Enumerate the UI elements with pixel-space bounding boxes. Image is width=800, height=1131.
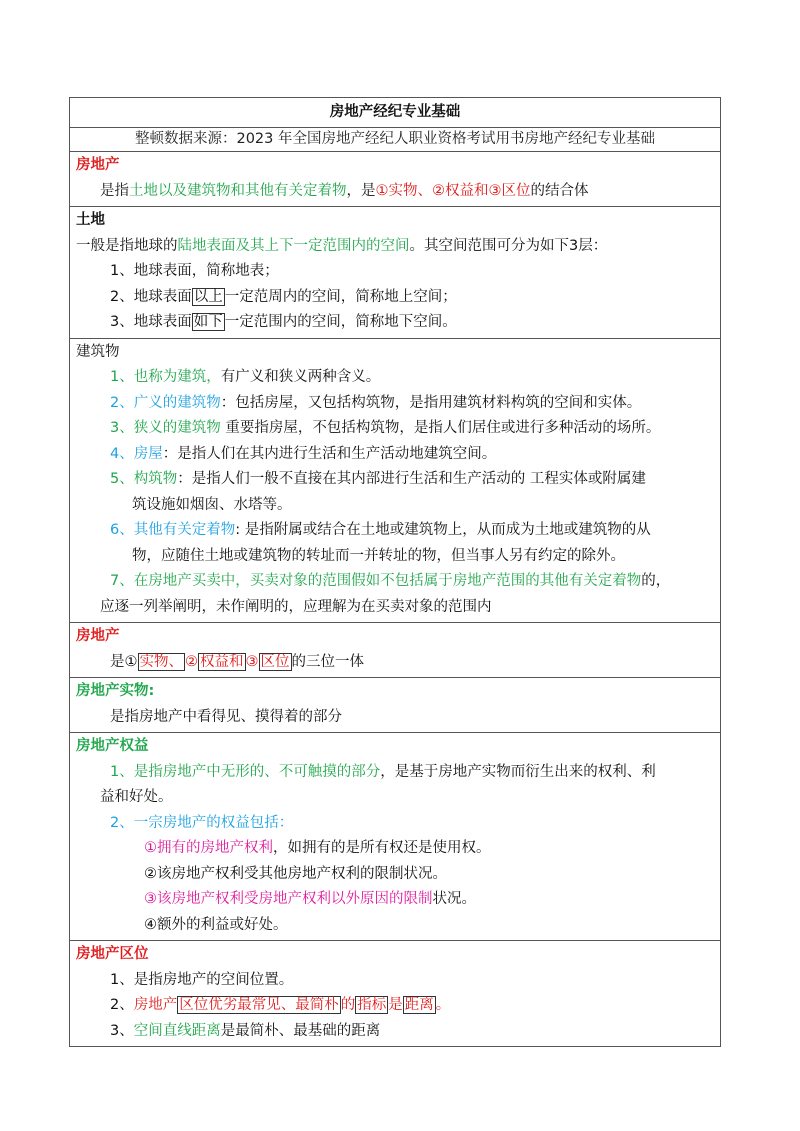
boxed-text: 距离 <box>404 997 434 1013</box>
highlight-text: 1、是指房地产中无形的、不可触摸的部分 <box>110 763 381 780</box>
source-row <box>69 128 721 152</box>
text: 的三位一体 <box>291 653 364 670</box>
section-heading: 房地产实物: <box>76 683 155 699</box>
text: ：是指人们一般不直接在其内部进行生活和生产活动的 工程实体或附属建 <box>177 471 646 487</box>
text: 。其空间范围可分为如下3层： <box>409 237 608 254</box>
list-item <box>76 569 714 595</box>
text: 2、地球表面 <box>110 288 192 305</box>
sub-item <box>76 887 714 913</box>
boxed-text: 区位 <box>260 653 290 670</box>
text: ，是 <box>346 182 376 199</box>
text: 是 <box>388 997 403 1013</box>
list-item <box>76 310 714 336</box>
section-real-estate-definition <box>69 152 721 207</box>
document-title: 房地产经纪专业基础 <box>329 104 461 120</box>
boxed-text: 实物、 <box>139 653 183 670</box>
text: 一定范围内的空间，简称地下空间。 <box>224 314 457 330</box>
list-item <box>76 285 714 311</box>
text: 2、 <box>110 997 134 1013</box>
text: ，是基于房地产实物而衍生出来的权利、利 <box>380 763 656 780</box>
text: 一定范周内的空间，简称地上空间； <box>224 288 457 305</box>
list-item <box>76 1019 714 1045</box>
text: 的 <box>340 997 356 1013</box>
text: ，如拥有的是所有权还是使用权。 <box>273 840 491 856</box>
text: 重要指房屋，不包括构筑物，是指人们居住或进行多种活动的场所。 <box>220 420 661 436</box>
list-item <box>76 416 714 442</box>
text: 3、地球表面 <box>110 314 192 330</box>
highlight-text: 2、广义的建筑物 <box>110 394 221 411</box>
boxed-text: 以上 <box>193 288 223 305</box>
highlight-text: 陆地表面及其上下一定范围内的空间 <box>177 237 410 254</box>
section-heading: 房地产 <box>76 628 120 644</box>
list-item-continuation: 应逐一列举阐明，未作阐明的，应理解为在买卖对象的范围内 <box>100 598 492 615</box>
list-item <box>76 391 714 417</box>
text: 的结合体 <box>530 182 589 199</box>
text: ：是指人们在其内进行生活和生产活动地建筑空间。 <box>162 445 497 462</box>
highlight-text: ③该房地产权利受房地产权利以外原因的限制 <box>144 891 433 907</box>
list-item <box>76 365 714 391</box>
highlight-text: ①实物、②权益和③区位 <box>375 182 531 199</box>
highlight-text: 5、构筑物 <box>110 471 178 487</box>
section-heading: 土地 <box>76 212 105 228</box>
highlight-text: 6、其他有关定着物 <box>110 522 236 538</box>
text: 状况。 <box>432 891 476 907</box>
list-item <box>76 442 714 468</box>
highlight-text: 土地以及建筑物和其他有关定着物 <box>129 182 347 199</box>
section-building <box>69 339 721 624</box>
list-item <box>76 467 714 493</box>
list-item: 1、地球表面，简称地表； <box>110 263 279 279</box>
sub-item: ④额外的利益或好处。 <box>144 916 288 933</box>
boxed-text: 如下 <box>193 314 223 330</box>
highlight-text: 3、狭义的建筑物 <box>110 420 221 436</box>
definition-line <box>76 179 714 205</box>
header-section <box>69 97 721 128</box>
text: 的， <box>641 573 671 589</box>
document-page <box>69 97 721 1047</box>
physical-definition: 是指房地产中看得见、摸得着的部分 <box>110 708 342 725</box>
highlight-text: 房地产 <box>133 997 178 1013</box>
land-definition-line <box>76 234 714 260</box>
boxed-text: 区位优劣最常见、最简朴 <box>179 997 339 1013</box>
section-real-estate-trinity <box>69 623 721 678</box>
highlight-text: ①拥有的房地产权利 <box>144 840 273 856</box>
sub-item <box>76 836 714 862</box>
list-item <box>76 760 714 786</box>
section-physical <box>69 678 721 733</box>
highlight-text: 4、房屋 <box>110 445 163 462</box>
text: 是最简朴、最基础的距离 <box>220 1022 381 1039</box>
list-item-continuation: 筑设施如烟囱、水塔等。 <box>132 496 292 513</box>
section-location <box>69 941 721 1047</box>
boxed-text: 指标 <box>357 997 387 1013</box>
section-land <box>69 207 721 339</box>
text: 是指 <box>100 182 129 199</box>
list-item <box>76 518 714 544</box>
section-rights <box>69 733 721 941</box>
section-heading: 房地产权益 <box>76 738 149 754</box>
highlight-text: 空间直线距离 <box>133 1022 221 1039</box>
section-heading: 房地产区位 <box>76 946 149 962</box>
text: ③ <box>245 653 259 670</box>
list-item: 2、一宗房地产的权益包括： <box>110 814 294 831</box>
text: ：包括房屋，又包括构筑物，是指用建筑材料构筑的空间和实体。 <box>220 394 642 411</box>
text: ② <box>185 653 198 670</box>
list-item-continuation: 益和好处。 <box>100 789 173 805</box>
text: 有广义和狭义两种含义。 <box>220 369 381 385</box>
text: 。 <box>435 997 451 1013</box>
text: 一般是指地球的 <box>76 237 178 254</box>
text: 3、 <box>110 1022 134 1039</box>
text: 是① <box>110 653 138 670</box>
sub-item: ②该房地产权利受其他房地产权利的限制状况。 <box>144 865 447 882</box>
boxed-text: 权益和 <box>200 653 244 670</box>
trinity-line <box>76 650 714 676</box>
highlight-text: 1、也称为建筑， <box>110 369 221 385</box>
list-item-continuation: 物，应随住土地或建筑物的转址而一并转址的物，但当事人另有约定的除外。 <box>132 547 625 564</box>
highlight-text: 7、在房地产买卖中，买卖对象的范围假如不包括属于房地产范围的其他有关定着物 <box>110 573 642 589</box>
section-heading: 建筑物 <box>76 343 120 360</box>
list-item: 1、是指房地产的空间位置。 <box>110 971 294 988</box>
list-item <box>76 993 714 1019</box>
section-heading: 房地产 <box>76 157 120 173</box>
document-source: 整顿数据来源：2023 年全国房地产经纪人职业资格考试用书房地产经纪专业基础 <box>134 131 655 147</box>
text: : 是指附属或结合在土地或建筑物上，从而成为土地或建筑物的从 <box>235 522 651 538</box>
